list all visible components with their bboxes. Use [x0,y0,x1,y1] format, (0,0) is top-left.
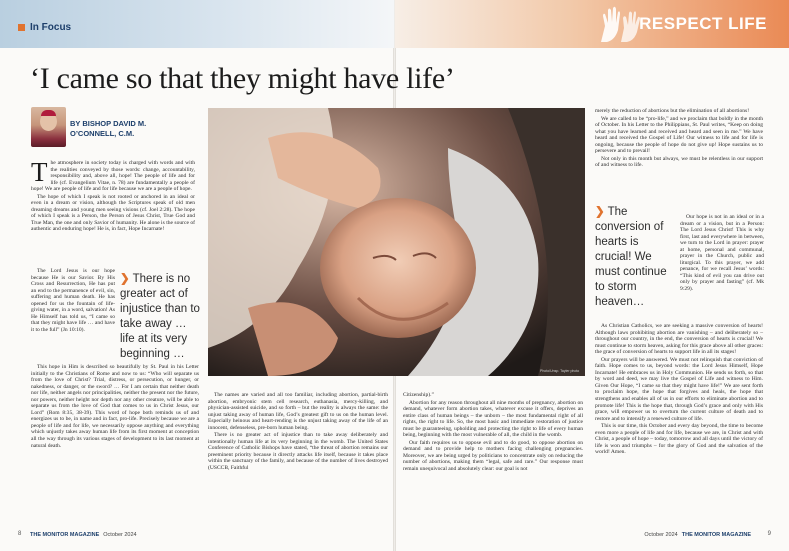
paragraph: This hope in Him is described so beautifully by St. Paul in his Letter initially to the Christians of Rome and now to us: “Who will separate us from the love of Christ? Trial, distress, or persecution, or hunger, or nakedness, or danger, or the sword? … For I am certain that neither death nor life, neither angels nor principalities, neither the present nor the future, nor powers, neither height nor depth nor any other creature, will be able to separate us from the love of God that comes to us in Christ Jesus, our Lord” (Rom 8:35, 38-39). This word of hope both reminds us of and energizes us to be, in name and in fact, pro-life. Precisely because we are a people of life and for life, we necessarily oppose anything and everything which unjustly takes away human life from its first moment at conception all the way through its various stages of development to its last moment at natural death. [31,364,199,449]
page-number-right: 9 [767,531,771,537]
issue-date: October 2024 [644,532,678,538]
pull-quote-right-text: The conversion of hearts is crucial! We must continue to storm heaven… [595,206,667,308]
pull-quote-left [120,272,204,362]
column-1-bottom [31,364,199,450]
paragraph: The Lord Jesus is our hope because He is our Savior. By His Cross and Resurrection, He has put an end to the permanence of evil, sin, suffering and human death. He has opened for us the fountain of life-giving water, in a word, salvation! As He Himself has told us, “I came so that they might have life … and have it to the full” (Jn 10:10). [31,268,115,333]
column-4-bottom [595,323,763,457]
paragraph: Citizenship).” [403,392,434,398]
page-number-left: 8 [18,531,22,537]
column-4-top [595,108,763,170]
section-label-text: In Focus [30,22,72,33]
section-marker-icon [18,24,25,31]
magazine-name: THE MONITOR MAGAZINE [30,532,100,538]
author-zucchetto [41,110,56,116]
paragraph [31,157,195,193]
column-4-narrow [680,214,764,294]
newborn-illustration [208,108,585,376]
article-title: ‘I came so that they might have life’ [30,62,455,95]
paragraph: Our prayers will be answered. We must not relinquish that conviction of faith. Hope comes to us, beyond words: the Lord Jesus Himself, Hope Incarnate! He embraces us in Holy Communion. He sends us forth, so that by word and deed, we may live the Gospel of Life and witness to Him. Given Our Hope, “I came so that they might have life!” We are sent forth to proclaim hope, the hope that forgives and heals, the hope that strengthens and enables all of us in our efforts to eliminate abortion and to promote life! This is the hope that, through God’s grace and only with His grace, will empower us to overturn the current culture of death and to restore and to intensify a renewed culture of life. [595,356,763,422]
byline-line-1: BY BISHOP DAVID M. [70,119,147,128]
quote-bar-icon: ❯ [120,273,130,285]
paragraph: The names are varied and all too familiar, including abortion, partial-birth abortion, embryonic stem cell research, euthanasia, mercy-killing, and physician-assisted suicide, and so forth – but the reality is always the same: the unjust taking away of human life, God’s greatest gift to us on the human level. Especially heinous and heart-rending is the unjust taking away of the life of an innocent, defenseless, pre-born human being. [208,392,388,431]
column-1-intro [31,157,195,234]
paragraph: Not only in this month but always, we must be relentless in our support of and witness to life. [595,155,763,169]
column-3 [403,392,583,474]
byline-line-2: O’CONNELL, C.M. [70,129,135,138]
footer-right [644,532,751,538]
footer-left [30,532,137,538]
section-label-in-focus [18,22,71,33]
paragraph-text: he atmosphere in society today is charged with words and with the realities conveyed by those words: change, accountability, responsibility and, above all, hope! The people of life and for life (cf. Evangelium Vitae, n. 78) are fundamentally a people of hope! We are people of life and for life because we are a people of hope. [31,160,195,193]
author-photo [31,107,66,147]
section-label-respect-life: RESPECT LIFE [639,14,767,33]
magazine-name: THE MONITOR MAGAZINE [681,532,751,538]
paragraph: This is our time, this October and every day beyond, the time to become even more a people of life and for life, because we are, in Christ and with Christ, a people of hope – today, tomorrow and all days until the victory of life is won and triumphs – for the glory of God and the salvation of the world! Amen. [595,423,763,456]
paragraph: The hope of which I speak is not rooted or anchored in an ideal or even in a dream or vision, although the Scriptures speak of old men dreaming dreams and young men seeing visions (cf. Joel 2:28). The hope of which I speak is a Person, the Person of Jesus Christ, True God and True Man, the one and only Savior of humanity. He alone is the source of authentic and enduring hope! He is, in fact, Hope Incarnate! [31,193,195,233]
quote-bar-icon: ❯ [595,206,605,218]
issue-date: October 2024 [103,532,137,538]
paragraph: We are called to be “pro-life,” and we proclaim that boldly in the month of October. In his Letter to the Philippians, St. Paul writes, “Keep on doing what you have learned and received and heard and seen in me.” We have heard and received the Gospel of Life! Our witness to life and for life is ongoing, because the people of hope do not give up! Hope sustains us to persevere and to prevail! [595,115,763,155]
paragraph: merely the reduction of abortions but the elimination of all abortions! [595,108,750,114]
column-1-narrow [31,268,115,334]
paragraph: Abortion for any reason throughout all nine months of pregnancy, abortion on demand, whatever form abortion takes, whatever excuse it offers, deprives an entire class of human beings – the unborn – the most fundamental right of all rights, the right to life. So, the most basic and immediate restoration of justice must be guaranteeing, upholding and protecting the right to life of every human being, beginning with the most vulnerable of all, the child in the womb. [403,399,583,439]
raised-hands-icon [595,4,643,44]
pull-quote-left-text: There is no greater act of injustice than to take away … life at its very beginning … [120,273,200,360]
pull-quote-right [595,205,673,310]
byline [70,119,180,139]
column-2 [208,392,388,473]
paragraph: As Christian Catholics, we are seeking a massive conversion of hearts! Although laws prohibiting abortion are vanishing – and deliberately so – throughout our country, in the end, the conversion of hearts is crucial! We must continue to storm heaven, asking for this grace above all other graces: the grace of conversion of hearts to support life in all its stages! [595,323,763,356]
newborn-photo [208,108,585,376]
drop-cap: T [31,157,48,187]
photo-credit: Photo/Unsp. Tayler photo [540,369,580,373]
paragraph: There is no greater act of injustice than to take away deliberately and intentionally human life at its very beginning in the womb. The United States Conference of Catholic Bishops have stated, “the threat of abortion remains our preeminent priority because it directly attacks life itself, because it takes place within the sanctuary of the family, and because of the number of lives destroyed (USCCB, Faithful [208,432,388,472]
paragraph: Our hope is not in an ideal or in a dream or a vision, but in a Person: The Lord Jesus Christ! This is why first, last and everywhere in between, we turn to the Lord in prayer: prayer at home, personal and communal, prayer in the Church, public and liturgical. To this prayer, we add penance, for we recall Jesus’ words: “This kind of evil you can drive out only by prayer and fasting” (cf. Mk 9:29). [680,214,764,293]
paragraph: Our faith requires us to oppose evil and to do good, to oppose abortion on demand and to provide help to mothers facing challenging pregnancies. Moreover, we are being urged by politicians to concentrate only on reducing the number of abortions, making them “legal, safe and rare.” Our response must remain unequivocal and absolutely clear: our goal is not [403,439,583,473]
